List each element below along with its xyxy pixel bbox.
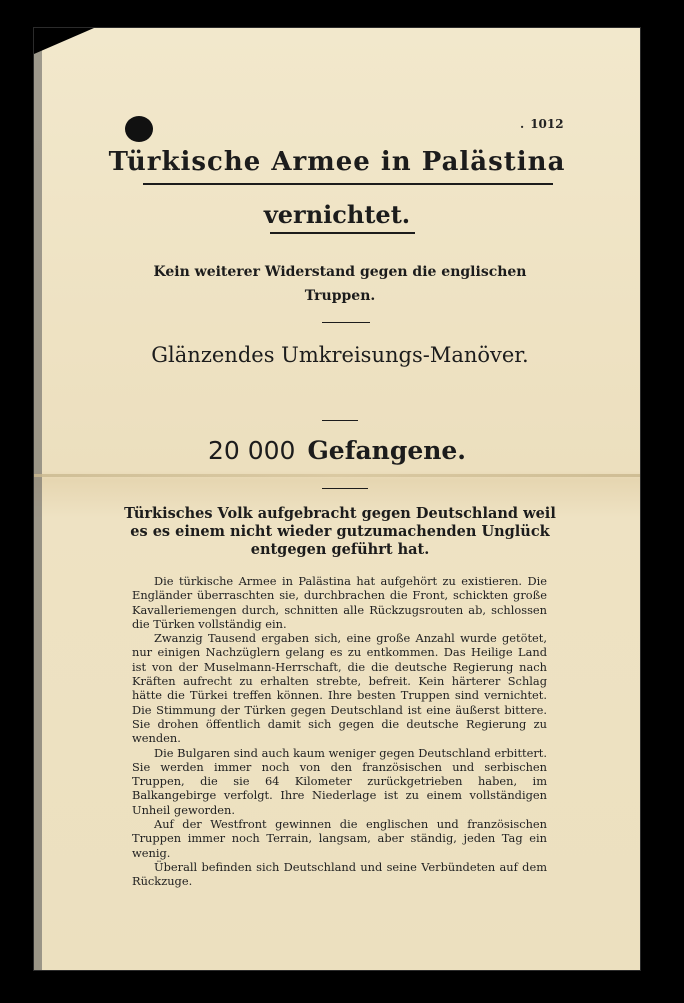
article-body (132, 574, 547, 889)
headline: Türkische Armee in Palästina (108, 147, 566, 177)
paragraph: Die türkische Armee in Palästina hat aufgehört zu existieren. Die Engländer überraschten sie, durchbrachen die Front, schickten große Kavalleriemengen durch, schnitten alle Rückzugsrouten ab, schlossen die Türken vollständig ein. (132, 574, 547, 631)
paragraph: Die Bulgaren sind auch kaum weniger gegen Deutschland erbittert. Sie werden immer noch von den französischen und serbischen Truppen, die sie 64 Kilometer zurückgetrieben haben, im Balkangebirge verfolgt. Ihre Niederlage ist zu einem vollständigen Unheil geworden. (132, 745, 547, 817)
section-title: Glänzendes Umkreisungs-Manöver. (151, 343, 529, 367)
reference-number: . 1012 (520, 117, 564, 131)
prisoners-word: Gefangene. (307, 436, 467, 465)
paragraph: Zwanzig Tausend ergaben sich, eine große Anzahl wurde getötet, nur einigen Nachzüglern gelang es zu entkommen. Das Heilige Land ist von der Muselmann-Herrschaft, die die deutsche Regierung nach Kräften aufrecht zu erhalten strebte, befreit. Kein härterer Schlag hätte die Türkei treffen können. Ihre besten Truppen sind vernichtet. Die Stimmung der Türken gegen Deutschland ist eine äußerst bittere. Sie drohen öffentlich damit sich gegen die deutsche Regierung zu wenden. (132, 631, 547, 746)
divider-2 (322, 420, 358, 421)
punch-hole (125, 116, 153, 142)
paragraph: Auf der Westfront gewinnen die englischen und französischen Truppen immer noch Terrain, langsam, aber ständig, jeden Tag ein wenig. (132, 817, 547, 860)
torn-corner (34, 28, 94, 54)
divider-3 (322, 488, 368, 489)
paragraph: Überall befinden sich Deutschland und seine Verbündeten auf dem Rückzuge. (132, 859, 547, 889)
prisoners-line (34, 436, 640, 465)
fold-crease (34, 474, 640, 477)
headline-underline (143, 183, 553, 185)
reference-number-text: 1012 (530, 117, 564, 131)
headline-second-line: vernichtet. (263, 200, 411, 229)
subheadline: Kein weiterer Widerstand gegen die englischen Truppen. (153, 264, 527, 304)
prisoners-number: 20 000 (207, 436, 296, 465)
divider-1 (322, 322, 370, 323)
headline2-underline (270, 232, 415, 234)
bold-intro: Türkisches Volk aufgebracht gegen Deutschland weil es es einem nicht wieder gutzumachenden Unglück entgegen geführt hat. (124, 505, 556, 558)
